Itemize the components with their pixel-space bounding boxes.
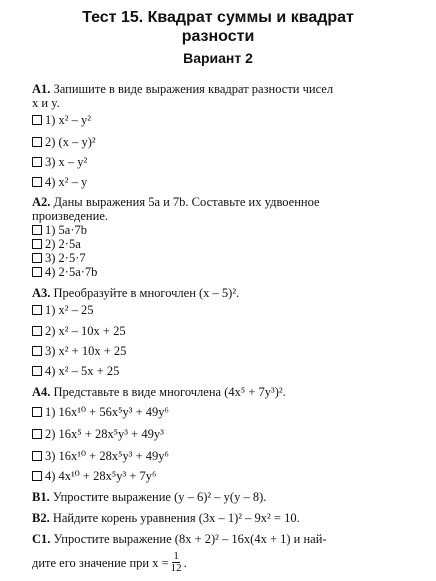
option-text: 4) 2·5a·7b [45,265,98,279]
option-text: 4) 4x¹⁰ + 28x⁵y³ + 7y⁶ [45,469,157,483]
option-text: 2) (x – y)² [45,135,96,149]
title-line-1: Тест 15. Квадрат суммы и квадрат [82,9,354,26]
option-a4-4[interactable] [32,469,156,483]
checkbox[interactable] [32,239,42,249]
question-c1 [32,532,414,546]
option-text: 2) 16x⁵ + 28x⁵y³ + 49y³ [45,427,164,441]
checkbox[interactable] [32,177,42,187]
question-a1 [32,82,414,110]
question-label: C1. [32,532,51,546]
option-a4-3[interactable] [32,449,169,463]
question-label: A3. [32,286,51,300]
question-text-end: . [183,555,187,570]
question-label: B2. [32,511,50,525]
option-a2-1[interactable] [32,223,87,237]
checkbox[interactable] [32,253,42,263]
fraction-numerator: 1 [173,550,179,562]
question-c1-continued [32,551,414,574]
question-text: Найдите корень уравнения (3x – 1)² – 9x² = 10. [52,511,300,525]
fraction [171,551,182,574]
question-text: произведение. [32,209,108,223]
checkbox[interactable] [32,326,42,336]
question-text: Запишите в виде выражения квадрат разности чисел [53,82,334,96]
option-a2-4[interactable] [32,265,97,279]
checkbox[interactable] [32,157,42,167]
checkbox[interactable] [32,225,42,235]
question-a3 [32,286,414,300]
checkbox[interactable] [32,471,42,481]
option-a2-2[interactable] [32,237,81,251]
checkbox[interactable] [32,407,42,417]
option-text: 1) x² – y² [45,113,92,127]
checkbox[interactable] [32,366,42,376]
option-a3-3[interactable] [32,344,126,358]
option-text: 3) 2·5·7 [45,251,86,265]
question-text: Даны выражения 5a и 7b. Составьте их удвоенное [53,195,320,209]
checkbox[interactable] [32,305,42,315]
option-text: 1) x² – 25 [45,303,94,317]
option-text: 4) x² – 5x + 25 [45,364,120,378]
option-text: 2) 2·5a [45,237,81,251]
checkbox[interactable] [32,429,42,439]
question-label: A4. [32,385,51,399]
option-a4-1[interactable] [32,405,169,419]
checkbox[interactable] [32,115,42,125]
question-text: Упростите выражение (y – 6)² – y(y – 8). [52,490,267,504]
question-label: A2. [32,195,51,209]
question-b2 [32,511,414,525]
option-a1-1[interactable] [32,113,91,127]
fraction-denominator: 12 [170,562,182,574]
checkbox[interactable] [32,346,42,356]
question-b1 [32,490,414,504]
checkbox[interactable] [32,451,42,461]
option-text: 1) 16x¹⁰ + 56x⁵y³ + 49y⁶ [45,405,169,419]
option-a3-1[interactable] [32,303,94,317]
question-a2 [32,195,414,223]
question-label: A1. [32,82,51,96]
question-text: Представьте в виде многочлена (4x⁵ + 7y³)². [53,385,286,399]
option-a4-2[interactable] [32,427,164,441]
question-label: B1. [32,490,50,504]
option-text: 3) x² + 10x + 25 [45,344,127,358]
option-text: 3) 16x¹⁰ + 28x⁵y³ + 49y⁶ [45,449,169,463]
question-text: x и y. [32,96,60,110]
option-a1-3[interactable] [32,155,87,169]
checkbox[interactable] [32,267,42,277]
option-a1-4[interactable] [32,175,87,189]
option-text: 1) 5a·7b [45,223,87,237]
question-text: Преобразуйте в многочлен (x – 5)². [53,286,240,300]
question-text: Упростите выражение (8x + 2)² – 16x(4x + 1) и най- [53,532,327,546]
question-text: дите его значение при x = [32,555,169,570]
question-a4 [32,385,414,399]
option-a2-3[interactable] [32,251,86,265]
option-text: 4) x² – y [45,175,88,189]
option-a3-4[interactable] [32,364,119,378]
checkbox[interactable] [32,137,42,147]
option-a3-2[interactable] [32,324,126,338]
variant-heading: Вариант 2 [183,50,253,66]
option-text: 2) x² – 10x + 25 [45,324,126,338]
title-line-2: разности [181,28,255,45]
page-title [0,8,436,46]
option-text: 3) x – y² [45,155,88,169]
option-a1-2[interactable] [32,135,96,149]
